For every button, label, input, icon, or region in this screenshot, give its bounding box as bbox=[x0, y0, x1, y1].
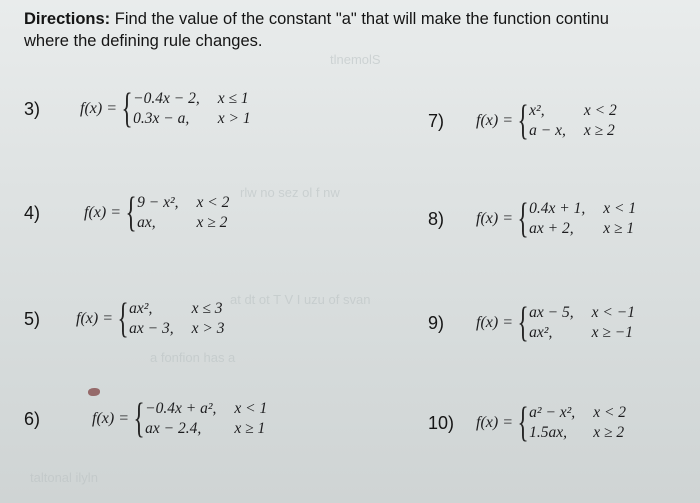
problem-number: 4) bbox=[24, 202, 41, 223]
case-1-condition: x < 1 bbox=[234, 400, 268, 417]
case-1-expression: −0.4x + a², bbox=[145, 400, 217, 417]
case-1-condition: x < 2 bbox=[593, 404, 627, 421]
left-brace: { bbox=[133, 396, 145, 442]
piecewise-cases bbox=[145, 400, 267, 438]
case-1-expression: 9 − x², bbox=[137, 194, 179, 211]
case-2-condition: x ≥ 2 bbox=[593, 424, 625, 441]
piecewise-cases bbox=[133, 90, 250, 128]
case-1-expression: 0.4x + 1, bbox=[529, 200, 586, 217]
left-brace: { bbox=[517, 98, 529, 144]
case-2-expression: ax, bbox=[137, 214, 156, 231]
problem-number: 3) bbox=[24, 98, 41, 119]
directions-text: Find the value of the constant "a" that will make the function continu bbox=[114, 10, 609, 28]
show-through-text: at dt ot T V I uzu of svan bbox=[230, 292, 371, 307]
case-2-condition: x ≥ 2 bbox=[196, 214, 228, 231]
function-label: f(x) = bbox=[476, 112, 513, 129]
function-label: f(x) = bbox=[84, 204, 121, 221]
piecewise-cases bbox=[529, 102, 617, 140]
problem-5 bbox=[24, 298, 224, 340]
directions bbox=[24, 8, 609, 52]
problem-number: 8) bbox=[428, 208, 445, 229]
case-1-expression: a² − x², bbox=[529, 404, 576, 421]
left-brace: { bbox=[517, 196, 529, 242]
problem-number: 5) bbox=[24, 308, 41, 329]
show-through-text: taltonal ilyln bbox=[30, 470, 98, 485]
piecewise-cases bbox=[129, 300, 224, 338]
problem-8 bbox=[428, 198, 636, 240]
left-brace: { bbox=[125, 190, 137, 236]
directions-line2: where the defining rule changes. bbox=[24, 32, 263, 50]
case-2-condition: x ≥ −1 bbox=[591, 324, 633, 341]
problem-6 bbox=[24, 398, 267, 440]
case-2-condition: x ≥ 1 bbox=[234, 420, 266, 437]
case-2-condition: x > 1 bbox=[217, 110, 251, 127]
left-brace: { bbox=[517, 400, 529, 446]
problem-number: 6) bbox=[24, 408, 41, 429]
case-2-expression: a − x, bbox=[529, 122, 566, 139]
problem-number: 7) bbox=[428, 110, 445, 131]
case-1-condition: x < −1 bbox=[591, 304, 635, 321]
ink-smudge bbox=[88, 388, 100, 396]
function-label: f(x) = bbox=[80, 100, 117, 117]
case-1-expression: −0.4x − 2, bbox=[133, 90, 200, 107]
case-2-expression: ax − 3, bbox=[129, 320, 174, 337]
function-label: f(x) = bbox=[476, 314, 513, 331]
left-brace: { bbox=[117, 296, 129, 342]
case-1-condition: x < 2 bbox=[196, 194, 230, 211]
function-label: f(x) = bbox=[476, 210, 513, 227]
problem-7 bbox=[428, 100, 617, 142]
function-label: f(x) = bbox=[476, 414, 513, 431]
case-2-condition: x ≥ 1 bbox=[603, 220, 635, 237]
piecewise-cases bbox=[529, 304, 635, 342]
left-brace: { bbox=[121, 86, 133, 132]
case-2-expression: ax + 2, bbox=[529, 220, 574, 237]
problem-4 bbox=[24, 192, 229, 234]
show-through-text: a fonfion has a bbox=[150, 350, 236, 365]
problem-number: 10) bbox=[428, 412, 455, 433]
piecewise-cases bbox=[529, 404, 626, 442]
problem-3 bbox=[24, 88, 251, 130]
case-1-condition: x < 1 bbox=[603, 200, 637, 217]
function-label: f(x) = bbox=[92, 410, 129, 427]
case-2-expression: 1.5ax, bbox=[529, 424, 568, 441]
case-2-expression: 0.3x − a, bbox=[133, 110, 190, 127]
piecewise-cases bbox=[137, 194, 229, 232]
case-2-expression: ax², bbox=[529, 324, 553, 341]
case-1-condition: x < 2 bbox=[583, 102, 617, 119]
function-label: f(x) = bbox=[76, 310, 113, 327]
directions-label: Directions: bbox=[24, 10, 111, 28]
left-brace: { bbox=[517, 300, 529, 346]
case-2-condition: x ≥ 2 bbox=[583, 122, 615, 139]
case-1-expression: ax − 5, bbox=[529, 304, 574, 321]
problem-10 bbox=[428, 402, 626, 444]
case-1-condition: x ≤ 1 bbox=[217, 90, 249, 107]
show-through-text: tlnemolS bbox=[330, 52, 381, 67]
case-2-condition: x > 3 bbox=[191, 320, 225, 337]
case-1-condition: x ≤ 3 bbox=[191, 300, 223, 317]
problem-9 bbox=[428, 302, 635, 344]
show-through-text: rlw no sez ol f nw bbox=[240, 185, 340, 200]
piecewise-cases bbox=[529, 200, 636, 238]
problem-number: 9) bbox=[428, 312, 445, 333]
case-1-expression: x², bbox=[529, 102, 545, 119]
case-2-expression: ax − 2.4, bbox=[145, 420, 202, 437]
case-1-expression: ax², bbox=[129, 300, 153, 317]
